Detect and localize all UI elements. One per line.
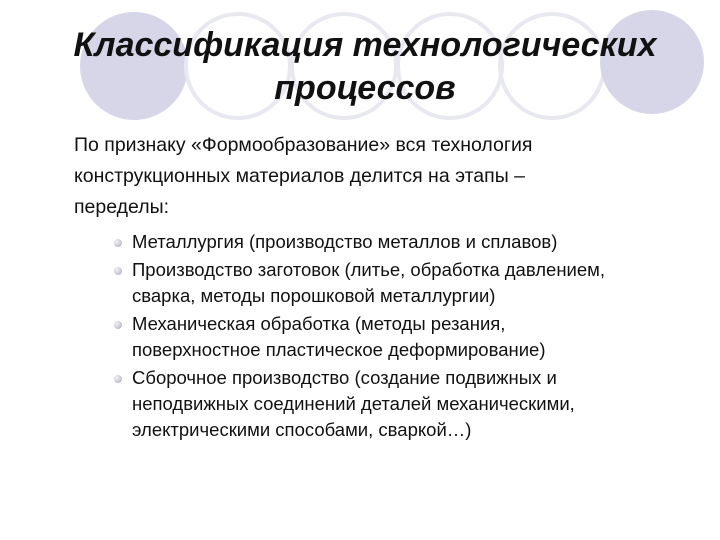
title-line-1: Классификация технологических (73, 26, 657, 64)
bullet-item (114, 311, 694, 363)
bullet-list (114, 229, 694, 445)
intro-paragraph (74, 130, 674, 223)
intro-line-1: По признаку «Формообразование» вся технология (74, 134, 533, 156)
bullet-item (114, 257, 694, 309)
title-line-2: процессов (274, 69, 456, 107)
bullet-line: Производство заготовок (литье, обработка давлением, (132, 259, 606, 280)
bullet-dot-icon (114, 321, 122, 329)
intro-line-2: конструкционных материалов делится на этапы – (74, 165, 525, 187)
bullet-line: электрическими способами, сваркой…) (132, 419, 472, 440)
bullet-line: Металлургия (производство металлов и сплавов) (132, 231, 558, 252)
bullet-line: сварка, методы порошковой металлургии) (132, 285, 496, 306)
bullet-line: Сборочное производство (создание подвижных и (132, 367, 557, 388)
bullet-dot-icon (114, 375, 122, 383)
bullet-line: поверхностное пластическое деформирование) (132, 339, 546, 360)
bullet-dot-icon (114, 267, 122, 275)
bullet-dot-icon (114, 239, 122, 247)
bullet-line: неподвижных соединений деталей механическими, (132, 393, 575, 414)
bullet-line: Механическая обработка (методы резания, (132, 313, 506, 334)
bullet-item (114, 229, 694, 255)
intro-line-3: переделы: (74, 196, 170, 218)
slide-title (60, 24, 670, 110)
bullet-item (114, 365, 694, 443)
